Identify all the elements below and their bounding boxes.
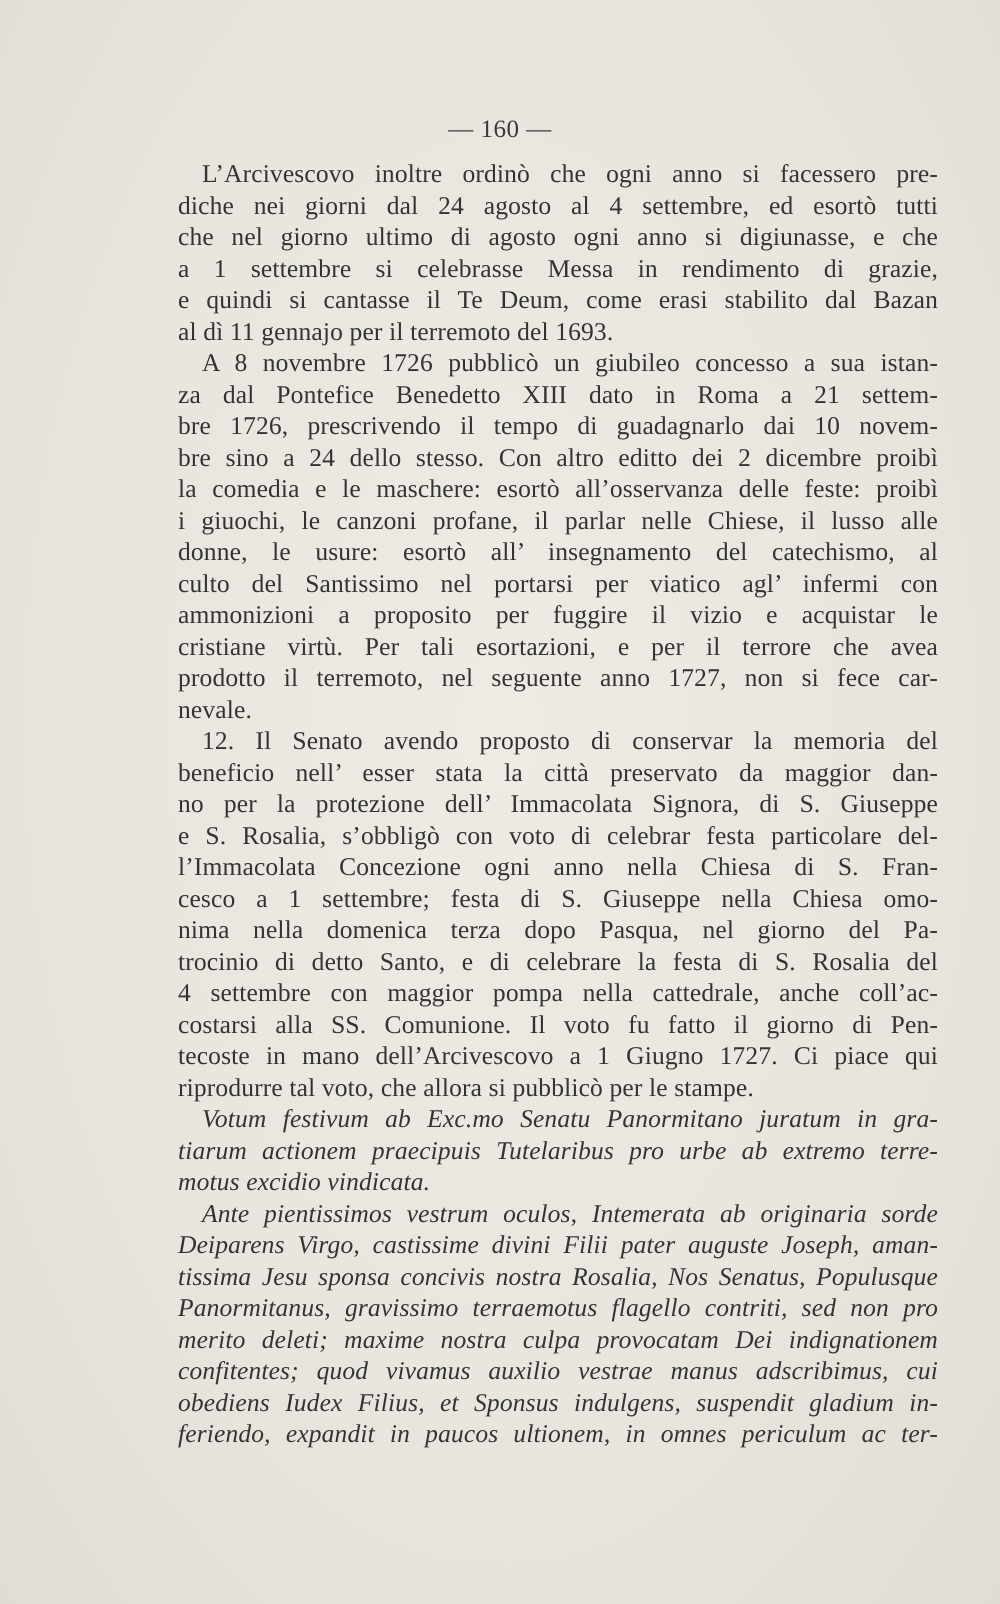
text-line: cesco a 1 settembre; festa di S. Giuseppe nella Chiesa omo- <box>178 883 938 913</box>
text-line: 12. Il Senato avendo proposto di conservar la memoria del <box>202 726 938 755</box>
vow-text <box>178 1198 938 1450</box>
text-line: ammonizioni a proposito per fuggire il vizio e acquistar le <box>178 600 938 629</box>
text-line: feriendo, expandit in paucos ultionem, in omnes periculum ac ter- <box>178 1419 938 1448</box>
text-line: Votum festivum ab Exc.mo Senatu Panormitano juratum in gra- <box>202 1104 938 1133</box>
text-line: motus excidio vindicata. <box>178 1167 431 1196</box>
text-line: costarsi alla SS. Comunione. Il voto fu fatto il giorno di Pen- <box>178 1009 938 1039</box>
text-line: obediens Iudex Filius, et Sponsus indulgens, suspendit gladium in- <box>178 1387 938 1417</box>
text-line: beneficio nell’ esser stata la città preservato da maggior dan- <box>178 757 938 787</box>
text-line: e quindi si cantasse il Te Deum, come erasi stabilito dal Bazan <box>178 285 938 314</box>
text-line: nima nella domenica terza dopo Pasqua, nel giorno del Pa- <box>178 915 938 944</box>
text-line: L’Arcivescovo inoltre ordinò che ogni anno si facessero pre- <box>202 159 938 188</box>
vow-title <box>178 1103 938 1198</box>
paragraph-1 <box>178 158 938 347</box>
text-line: no per la protezione dell’ Immacolata Signora, di S. Giuseppe <box>178 789 938 818</box>
text-line: nevale. <box>178 694 252 724</box>
text-line: za dal Pontefice Benedetto XIII dato in Roma a 21 settem- <box>178 379 938 409</box>
text-line: tecoste in mano dell’Arcivescovo a 1 Giugno 1727. Ci piace qui <box>178 1041 938 1070</box>
text-line: tiarum actionem praecipuis Tutelaribus pro urbe ab extremo terre- <box>178 1135 938 1165</box>
text-line: confitentes; quod vivamus auxilio vestrae manus adscribimus, cui <box>178 1356 938 1385</box>
text-line: al dì 11 gennajo per il terremoto del 1693. <box>178 316 614 346</box>
text-line: cristiane virtù. Per tali esortazioni, e per il terrore che avea <box>178 631 938 661</box>
text-line: 4 settembre con maggior pompa nella cattedrale, anche coll’ac- <box>178 978 938 1007</box>
text-line: che nel giorno ultimo di agosto ogni anno si digiunasse, e che <box>178 222 938 251</box>
text-line: Ante pientissimos vestrum oculos, Intemerata ab originaria sorde <box>202 1198 938 1228</box>
text-line: bre sino a 24 dello stesso. Con altro editto dei 2 dicembre proibì <box>178 442 938 472</box>
text-line: tissima Jesu sponsa concivis nostra Rosalia, Nos Senatus, Populusque <box>178 1261 938 1291</box>
text-line: riprodurre tal voto, che allora si pubblicò per le stampe. <box>178 1072 754 1102</box>
text-line: l’Immacolata Concezione ogni anno nella Chiesa di S. Fran- <box>178 852 938 881</box>
text-line: i giuochi, le canzoni profane, il parlar nelle Chiese, il lusso alle <box>178 505 938 535</box>
text-line: culto del Santissimo nel portarsi per viatico agl’ infermi con <box>178 568 938 598</box>
text-line: donne, le usure: esortò all’ insegnamento del catechismo, al <box>178 537 938 566</box>
page-number: — 160 — <box>448 116 552 143</box>
paragraph-2 <box>178 347 938 725</box>
text-line: Deiparens Virgo, castissime divini Filii pater auguste Joseph, aman- <box>178 1230 938 1259</box>
text-line: diche nei giorni dal 24 agosto al 4 settembre, ed esortò tutti <box>178 190 938 220</box>
text-line: prodotto il terremoto, nel seguente anno 1727, non si fece car- <box>178 663 938 692</box>
text-line: la comedia e le maschere: esortò all’osservanza delle feste: proibì <box>178 474 938 503</box>
body-text <box>178 158 938 1450</box>
text-line: merito deleti; maxime nostra culpa provocatam Dei indignationem <box>178 1324 938 1354</box>
text-line: a 1 settembre si celebrasse Messa in rendimento di grazie, <box>178 253 938 283</box>
text-line: bre 1726, prescrivendo il tempo di guadagnarlo dai 10 novem- <box>178 411 938 440</box>
text-line: trocinio di detto Santo, e di celebrare la festa di S. Rosalia del <box>178 946 938 976</box>
text-line: e S. Rosalia, s’obbligò con voto di celebrar festa particolare del- <box>178 820 938 850</box>
paragraph-3 <box>178 725 938 1103</box>
text-line: Panormitanus, gravissimo terraemotus flagello contriti, sed non pro <box>178 1293 938 1322</box>
text-line: A 8 novembre 1726 pubblicò un giubileo concesso a sua istan- <box>202 348 938 377</box>
